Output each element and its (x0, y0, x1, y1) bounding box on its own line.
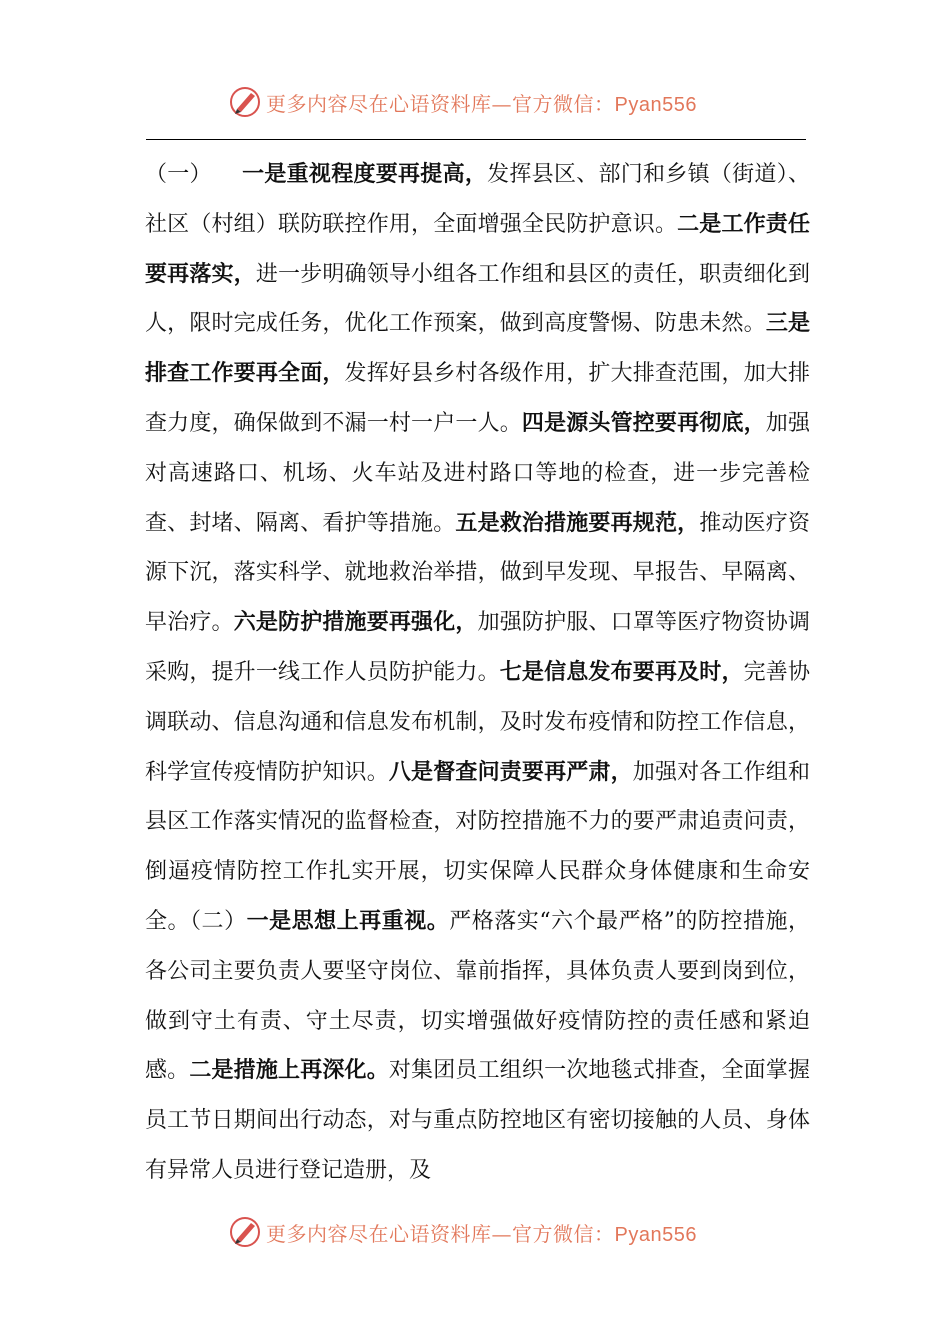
section-marker-1: （一） (145, 162, 212, 187)
section2-heading-1: 一是思想上再重视。 (246, 908, 450, 934)
point-text-3: 发挥好县乡村各级作用，扩大排查范围，加大排查力度，确保做到不漏一村一户一人。 (145, 361, 810, 436)
point-text-6: 加强防护服、口罩等医疗物资协调采购，提升一线工作人员防护能力。 (145, 610, 810, 685)
header-banner (228, 82, 748, 122)
point-text-7: 完善协调联动、信息沟通和信息发布机制，及时发布疫情和防控工作信息，科学宣传疫情防护知识。 (145, 659, 810, 785)
header-divider (146, 139, 806, 140)
footer-wechat-label: 官方微信： (512, 1221, 615, 1246)
point-heading-4: 四是源头管控要再彻底， (521, 410, 766, 436)
header-wechat-label: 官方微信： (512, 91, 615, 116)
point-heading-7: 七是信息发布要再及时， (499, 659, 744, 685)
point-text-5: 推动医疗资源下沉，落实科学、就地救治举措，做到早发现、早报告、早隔离、早治疗。 (145, 510, 810, 636)
section2-heading-2: 二是措施上再深化。 (189, 1058, 389, 1084)
point-text-4: 加强对高速路口、机场、火车站及进村路口等地的检查，进一步完善检查、封堵、隔离、看护等措施。 (145, 410, 810, 536)
point-heading-1: 一是重视程度要再提高， (241, 162, 488, 187)
footer-banner-dash: — (491, 1221, 512, 1246)
body-paragraph (145, 150, 810, 1196)
point-heading-5: 五是救治措施要再规范， (455, 510, 700, 536)
footer-banner (228, 1212, 748, 1252)
point-heading-8: 八是督查问责要再严肃， (388, 759, 633, 785)
point-heading-3: 三是排查工作要再全面， (145, 311, 810, 387)
footer-wechat-id: Pyan556 (614, 1223, 697, 1246)
footer-banner-text: 更多内容尽在心语资料库 (266, 1221, 492, 1246)
point-heading-6: 六是防护措施要再强化， (233, 610, 478, 636)
section2-text-1: 严格落实“六个最严格”的防控措施，各公司主要负责人要坚守岗位、靠前指挥，具体负责人要到岗到位，做到守土有责、守土尽责，切实增强做好疫情防控的责任感和紧迫感。 (145, 908, 810, 1084)
pen-logo-icon (228, 1215, 262, 1249)
point-text-2: 进一步明确领导小组各工作组和县区的责任，职责细化到人，限时完成任务，优化工作预案，做到高度警惕、防患未然。 (145, 261, 810, 337)
pen-logo-icon (228, 85, 262, 119)
section2-text-2: 对集团员工组织一次地毯式排查，全面掌握员工节日期间出行动态，对与重点防控地区有密切接触的人员、身体有异常人员进行登记造册，及 (145, 1058, 810, 1183)
header-wechat-id: Pyan556 (614, 93, 697, 116)
point-text-8: 加强对各工作组和县区工作落实情况的监督检查，对防控措施不力的要严肃追责问责，倒逼疫情防控工作扎实开展，切实保障人民群众身体健康和生命安全。（二） (145, 759, 810, 934)
header-banner-text: 更多内容尽在心语资料库 (266, 91, 492, 116)
point-text-1: 发挥县区、部门和乡镇（街道）、社区（村组）联防联控作用，全面增强全民防护意识。 (145, 162, 810, 237)
header-banner-dash: — (491, 91, 512, 116)
point-heading-2: 二是工作责任要再落实， (145, 211, 810, 287)
